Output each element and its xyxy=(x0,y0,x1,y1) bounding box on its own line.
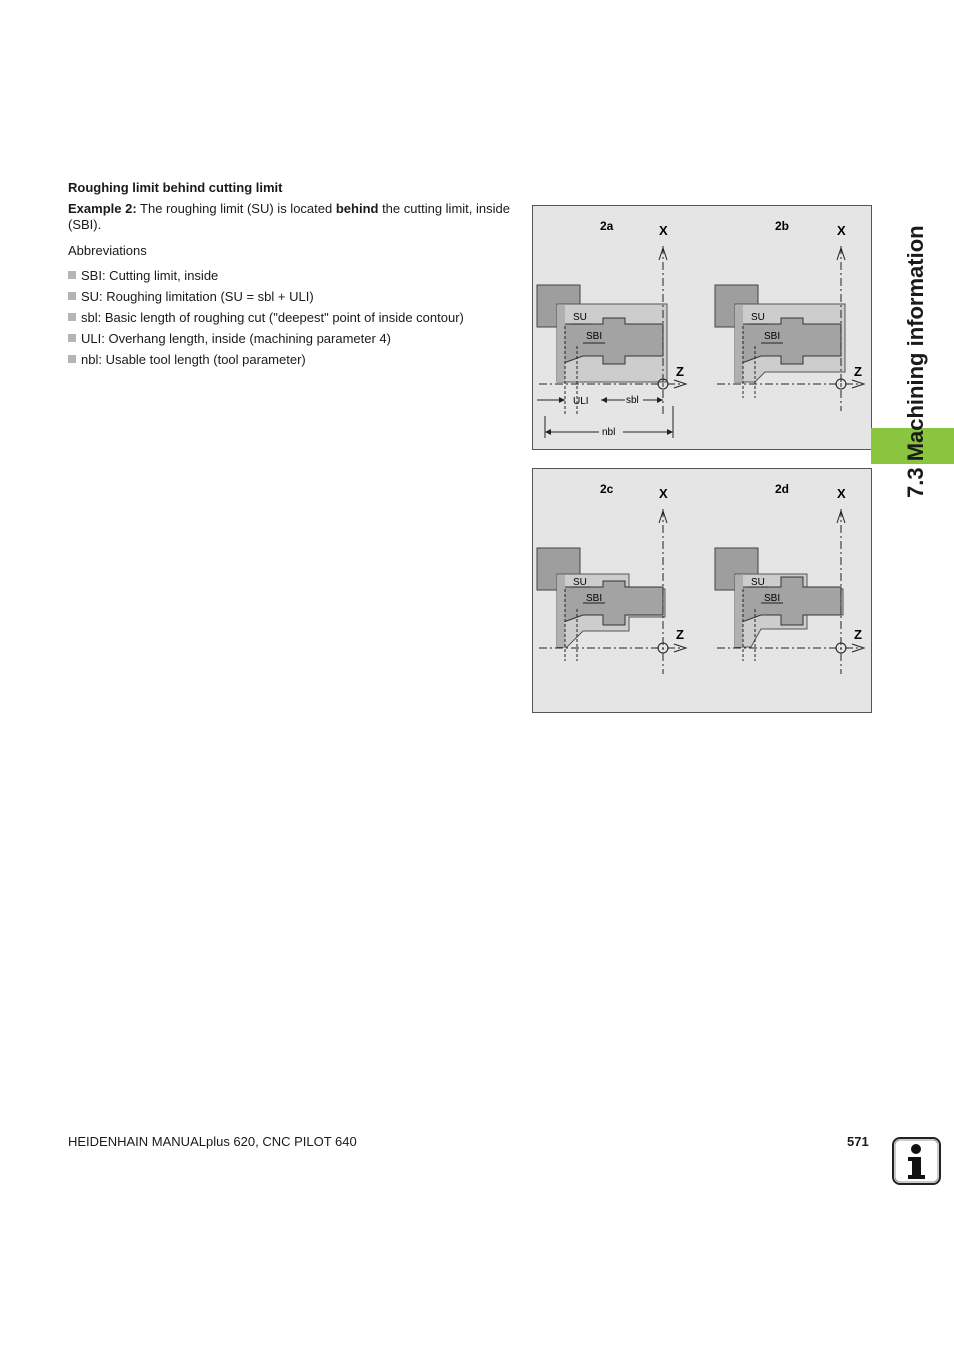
arrowhead-icon xyxy=(601,397,607,403)
bullet-item: ULI: Overhang length, inside (machining parameter 4) xyxy=(68,331,391,347)
info-icon xyxy=(892,1137,941,1185)
figure-2a-2b-drawing xyxy=(533,206,871,449)
nbl-label: nbl xyxy=(602,427,616,438)
bullet-item: sbl: Basic length of roughing cut ("deepest" point of inside contour) xyxy=(68,310,464,326)
sbi-label-2d: SBI xyxy=(764,593,781,604)
z-axis-label: Z xyxy=(676,627,684,642)
z-axis-label: Z xyxy=(854,627,862,642)
bullet-square-icon xyxy=(68,334,76,342)
sbl-label: sbl xyxy=(626,395,639,406)
section-title-text: 7.3 Machining information xyxy=(903,225,928,498)
example-label: Example 2: xyxy=(68,201,137,216)
sbi-label-2c: SBI xyxy=(586,593,603,604)
panel-2b xyxy=(715,219,864,411)
figure-2c-2d-drawing xyxy=(533,469,871,712)
figure-2c-2d xyxy=(532,468,872,713)
sbi-label-2b: SBI xyxy=(764,331,781,342)
panel-2c xyxy=(537,482,686,674)
arrowhead-icon xyxy=(667,429,673,435)
page-number: 571 xyxy=(847,1134,869,1149)
x-axis-label: X xyxy=(837,223,846,238)
panel-label-2a: 2a xyxy=(600,219,614,233)
panel-2a xyxy=(537,219,686,438)
section-heading: Roughing limit behind cutting limit xyxy=(68,180,283,195)
bullet-item: nbl: Usable tool length (tool parameter) xyxy=(68,352,306,368)
abbreviations-title: Abbreviations xyxy=(68,243,147,258)
uli-label: ULI xyxy=(573,396,589,407)
su-label-2a: SU xyxy=(573,312,587,323)
z-axis-label: Z xyxy=(854,364,862,379)
x-axis-label: X xyxy=(659,486,668,501)
z-axis-label: Z xyxy=(676,364,684,379)
arrowhead-icon xyxy=(545,429,551,435)
example-paragraph: Example 2: The roughing limit (SU) is located behind the cutting limit, inside (SBI). xyxy=(68,201,510,232)
bullet-square-icon xyxy=(68,355,76,363)
x-axis-label: X xyxy=(837,486,846,501)
panel-2d xyxy=(715,482,864,674)
su-label-2b: SU xyxy=(751,312,765,323)
su-label-2c: SU xyxy=(573,577,587,588)
section-title xyxy=(893,186,933,498)
figure-2a-2b xyxy=(532,205,872,450)
sbi-label-2a: SBI xyxy=(586,331,603,342)
footer-manual-title: HEIDENHAIN MANUALplus 620, CNC PILOT 640 xyxy=(68,1134,357,1149)
su-label-2d: SU xyxy=(751,577,765,588)
su-band xyxy=(735,305,743,382)
bullet-square-icon xyxy=(68,271,76,279)
su-band xyxy=(735,575,743,647)
bullet-item: SBI: Cutting limit, inside xyxy=(68,268,218,284)
x-axis-label: X xyxy=(659,223,668,238)
panel-label-2d: 2d xyxy=(775,482,790,496)
bullet-item: SU: Roughing limitation (SU = sbl + ULI) xyxy=(68,289,314,305)
arrowhead-icon xyxy=(657,397,663,403)
arrowhead-icon xyxy=(559,397,565,403)
bullet-square-icon xyxy=(68,313,76,321)
panel-label-2c: 2c xyxy=(600,482,614,496)
panel-label-2b: 2b xyxy=(775,219,790,233)
su-band xyxy=(557,305,565,382)
su-band xyxy=(557,575,565,647)
bullet-square-icon xyxy=(68,292,76,300)
